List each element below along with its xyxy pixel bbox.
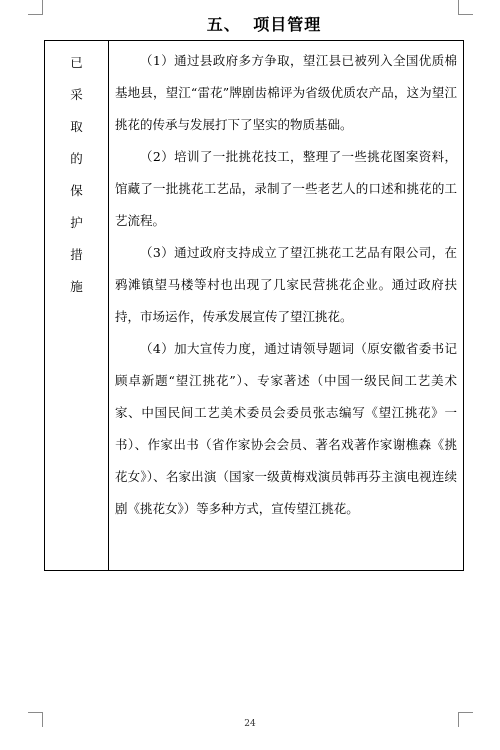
table-content-column xyxy=(109,41,463,570)
label-char: 护 xyxy=(70,215,83,230)
section-heading xyxy=(0,12,500,35)
measure-paragraph: （4）加大宣传力度，通过请领导题词（原安徽省委书记顾卓新题“望江挑花”）、专家著述（中国一级民间工艺美术家、中国民间工艺美术委员会委员张志编写《望江挑花》一书）、作家出书（省作家协会会员、著名戏著作家谢樵森《挑花女》）、名家出演（国家一级黄梅戏演员韩再芬主演电视连续剧《挑花女》）等多种方式，宣传望江挑花。 xyxy=(115,341,457,516)
table-label-column xyxy=(45,41,109,570)
label-char: 取 xyxy=(70,119,83,134)
measure-paragraph: （2）培训了一批挑花技工，整理了一些挑花图案资料，馆藏了一批挑花工艺品，录制了一些老艺人的口述和挑花的工艺流程。 xyxy=(115,149,457,228)
label-char: 已 xyxy=(70,55,83,70)
measure-paragraph: （3）通过政府支持成立了望江挑花工艺品有限公司，在鸦滩镇望马楼等村也出现了几家民营挑花企业。通过政府扶持，市场运作，传承发展宣传了望江挑花。 xyxy=(115,245,457,324)
label-char: 的 xyxy=(70,151,83,166)
label-char: 采 xyxy=(70,87,83,102)
label-char: 措 xyxy=(70,247,83,262)
measure-paragraph: （1）通过县政府多方争取，望江县已被列入全国优质棉基地县，望江“雷花”牌剧齿棉评为省级优质农产品，这为望江挑花的传承与发展打下了坚实的物质基础。 xyxy=(115,53,457,132)
label-char: 施 xyxy=(70,279,83,294)
measures-table xyxy=(44,40,464,571)
page-number: 24 xyxy=(244,719,256,729)
section-number: 五、 xyxy=(206,15,241,34)
label-char: 保 xyxy=(70,183,83,198)
section-title: 项目管理 xyxy=(253,15,322,34)
